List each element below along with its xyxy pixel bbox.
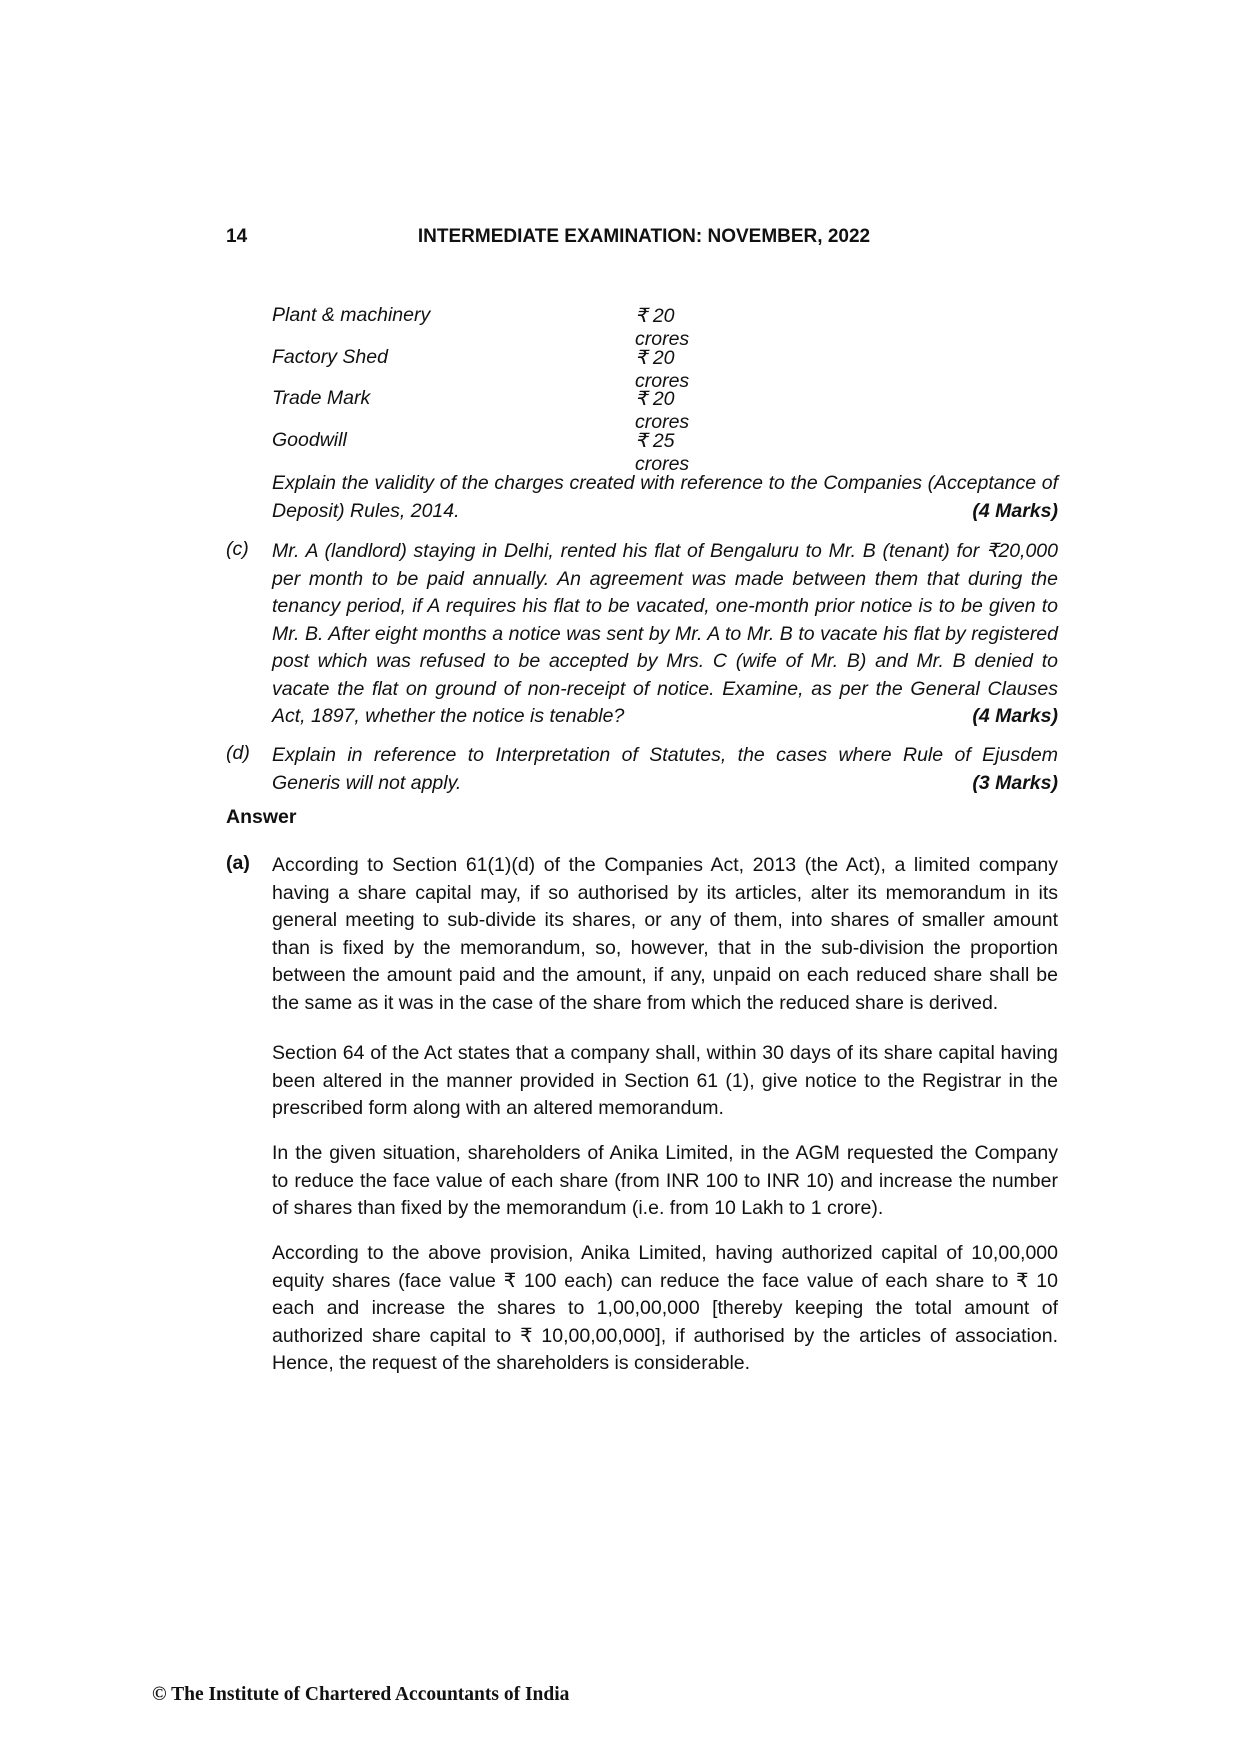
page-header <box>226 226 1062 254</box>
asset-value: ₹ 20 crores <box>635 305 690 350</box>
answer-paragraph: According to the above provision, Anika Limited, having authorized capital of 10,00,000 equity shares (face value ₹ 100 each) can reduce the face value of each share to ₹ 10 each and increase the shares to 1,00,00,000 [thereby keeping the total amount of authorized share capital to ₹ 10,00,00,000], if authorised by the articles of association. Hence, the request of the shareholders is considerable. <box>272 1242 1058 1374</box>
question-d-marks: (3 Marks) <box>972 771 1058 794</box>
answer-paragraph: In the given situation, shareholders of Anika Limited, in the AGM requested the Company to reduce the face value of each share (from INR 100 to INR 10) and increase the number of shares than fixed by the memorandum (i.e. from 10 Lakh to 1 crore). <box>272 1142 1058 1219</box>
question-b-marks: (4 Marks) <box>972 499 1058 522</box>
asset-value: ₹ 20 crores <box>635 346 690 392</box>
question-c-text: Mr. A (landlord) staying in Delhi, rented his flat of Bengaluru to Mr. B (tenant) for ₹20,000 per month to be paid annually. An agreement was made between them that during the tenancy period, if A requires his flat to be vacated, one-month prior notice is to be given to Mr. B. After eight months a notice was sent by Mr. A to Mr. B to vacate his flat by registered post which was refused to be accepted by Mrs. C (wife of Mr. B) and Mr. B denied to vacate the flat on ground of non-receipt of notice. Examine, as per the General Clauses Act, 1897, whether the notice is tenable? <box>272 540 1058 727</box>
answer-a-label: (a) <box>226 852 250 874</box>
question-c-marks: (4 Marks) <box>972 705 1058 727</box>
asset-row <box>272 304 732 350</box>
asset-name: Factory Shed <box>272 345 388 368</box>
answer-paragraph: Section 64 of the Act states that a company shall, within 30 days of its share capital having been altered in the manner provided in Section 61 (1), give notice to the Registrar in the prescribed form along with an altered memorandum. <box>272 1042 1058 1119</box>
asset-name: Trade Mark <box>272 387 371 409</box>
question-c-label: (c) <box>226 538 249 560</box>
asset-table <box>272 304 732 475</box>
footer-copyright: © The Institute of Chartered Accountants of India <box>152 1684 570 1705</box>
answer-paragraph: According to Section 61(1)(d) of the Companies Act, 2013 (the Act), a limited company having a share capital may, if so authorised by its articles, alter its memorandum in its general meeting to sub-divide its shares, or any of them, into shares of smaller amount than is fixed by the memorandum, so, however, that in the sub-division the proportion between the amount paid and the amount, if any, unpaid on each reduced share shall be the same as it was in the case of the share from which the reduced share is derived. <box>272 854 1058 1014</box>
question-d-label: (d) <box>226 742 250 764</box>
asset-row <box>272 345 732 392</box>
asset-row <box>272 428 732 475</box>
asset-value: ₹ 25 crores <box>635 429 690 475</box>
question-c <box>272 538 1058 731</box>
page-number: 14 <box>226 226 248 247</box>
question-d <box>272 742 1058 797</box>
answer-heading: Answer <box>226 806 297 828</box>
asset-value: ₹ 20 crores <box>635 388 690 433</box>
question-b-instruction <box>272 470 1058 525</box>
question-b-text: Explain the validity of the charges created with reference to the Companies (Acceptance of Deposit) Rules, 2014. <box>272 472 1058 522</box>
question-d-text: Explain in reference to Interpretation of Statutes, the cases where Rule of Ejusdem Generis will not apply. <box>272 744 1058 794</box>
asset-row <box>272 387 732 433</box>
asset-name: Goodwill <box>272 428 347 451</box>
asset-name: Plant & machinery <box>272 304 431 326</box>
exam-title: INTERMEDIATE EXAMINATION: NOVEMBER, 2022 <box>417 226 871 247</box>
